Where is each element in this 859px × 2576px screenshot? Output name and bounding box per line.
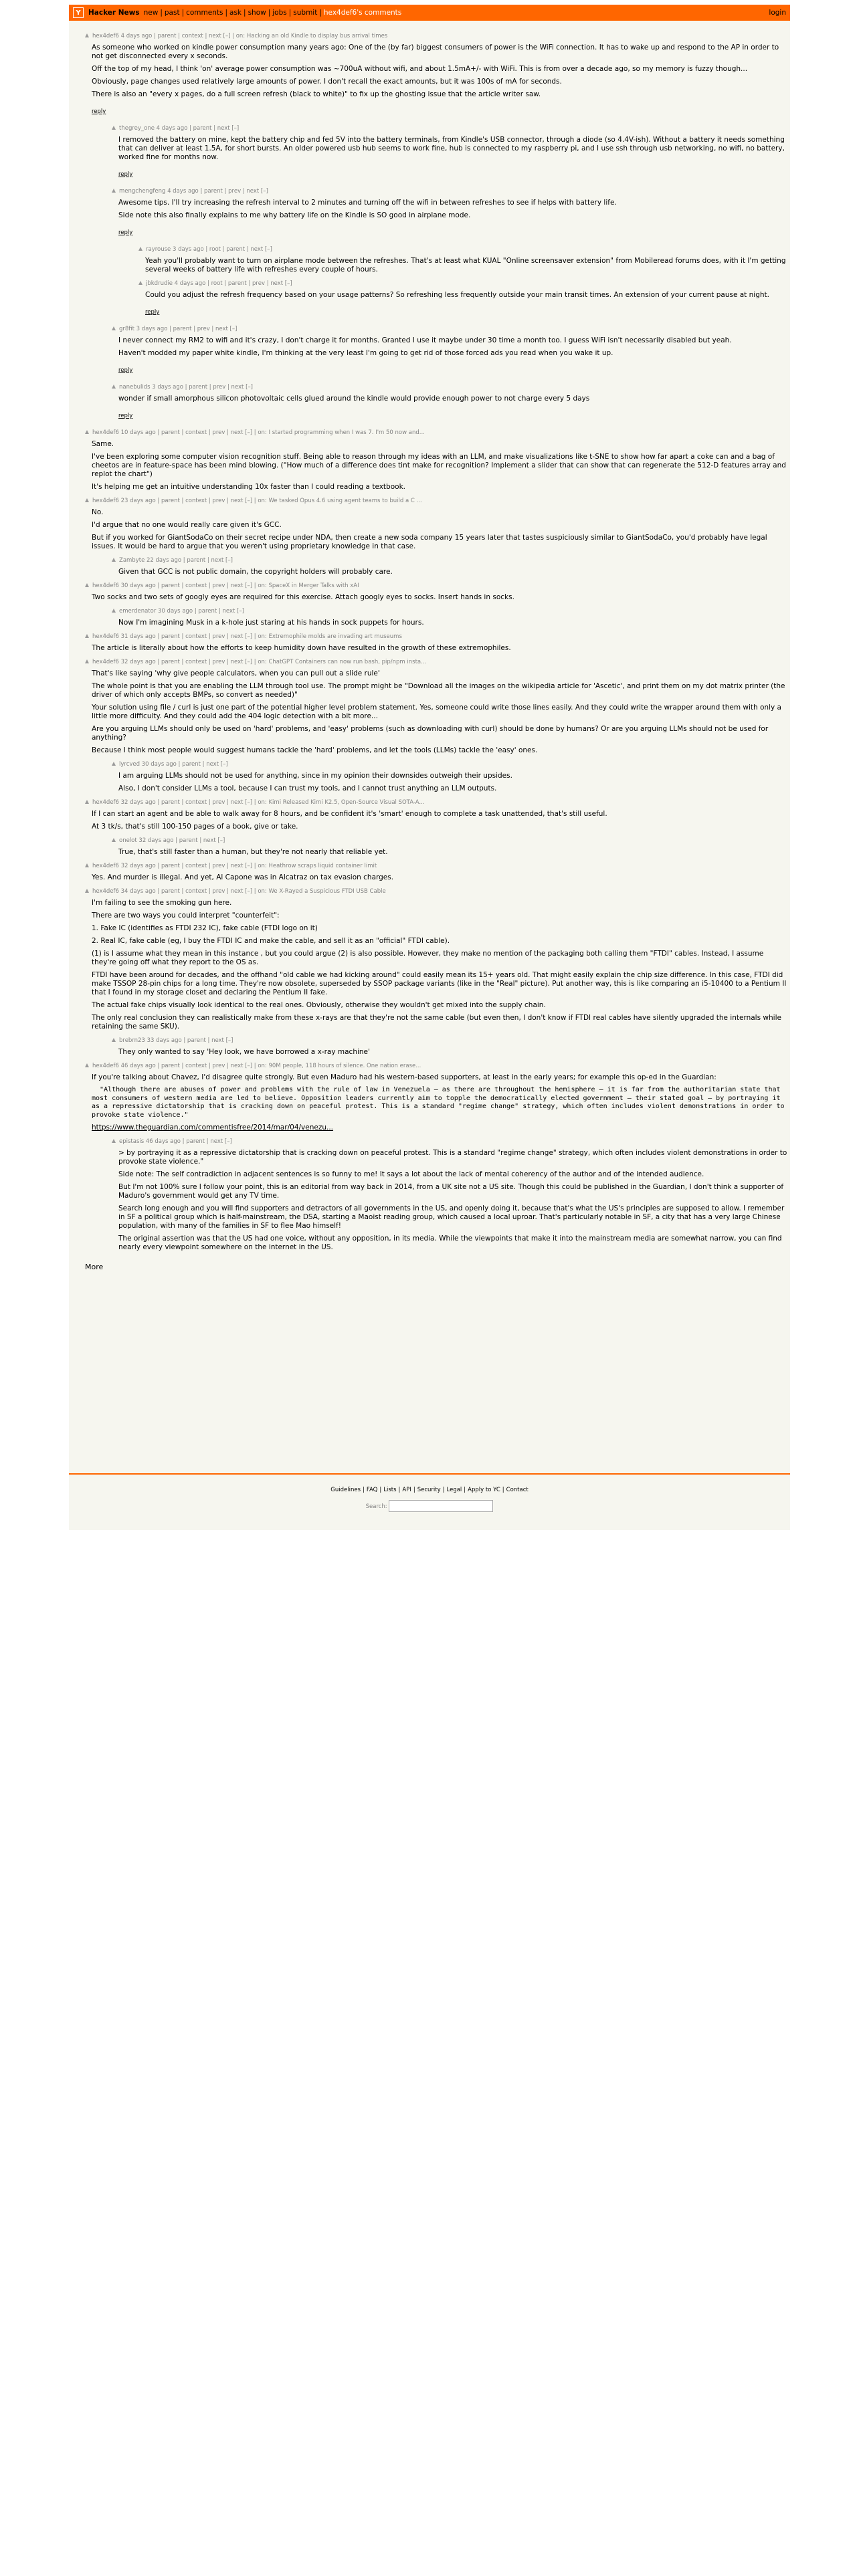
comment-paragraph: If you're talking about Chavez, I'd disagree quite strongly. But even Maduro had his western-based supporters, at least in the early years; for example this op-ed in the Guardian: bbox=[92, 1073, 717, 1081]
upvote-icon[interactable] bbox=[112, 609, 116, 613]
upvote-icon[interactable] bbox=[112, 838, 116, 842]
comment-paragraph: Awesome tips. I'll try increasing the refresh interval to 2 minutes and turning off the wifi in between refreshes to see if helps with battery life. bbox=[118, 199, 617, 207]
comment-paragraph: Because I think most people would suggest humans tackle the 'hard' problems, and let the tools (LLMs) tackle the 'easy' ones. bbox=[92, 746, 538, 754]
comment-body bbox=[118, 619, 790, 627]
comment-paragraph: Side note this also finally explains to me why battery life on the Kindle is SO good in airplane mode. bbox=[118, 211, 471, 219]
reply-link[interactable]: reply bbox=[118, 413, 133, 419]
comment bbox=[112, 326, 790, 378]
comment-meta[interactable]: hex4def6 32 days ago | parent | context | prev | next [–] | on: Kimi Released Kimi K2.5, Open-Source Visual SOTA-A... bbox=[92, 799, 425, 806]
comment-paragraph: Are you arguing LLMs should only be used on 'hard' problems, and 'easy' problems (such as downloading with curl) should be done by humans? Or are you arguing LLMs should not be used for anything? bbox=[92, 725, 769, 742]
comment-meta[interactable]: Zambyte 22 days ago | parent | next [–] bbox=[119, 557, 233, 564]
comment-body bbox=[118, 848, 790, 857]
comment-paragraph: As someone who worked on kindle power consumption many years ago: One of the (by far) biggest consumers of power is the WiFi connection. It has to wake up and respond to the AP in order to not get disconnected every x seconds. bbox=[92, 43, 779, 60]
comment-paragraph: There is also an "every x pages, do a full screen refresh (black to white)" to fix up the ghosting issue that the article writer saw. bbox=[92, 90, 541, 98]
comment-body bbox=[145, 291, 790, 320]
comment-body bbox=[118, 136, 790, 182]
comment-meta[interactable]: hex4def6 23 days ago | parent | context | prev | next [–] | on: We tasked Opus 4.6 using agent teams to build a C ... bbox=[92, 498, 422, 504]
comment-paragraph: Same. bbox=[92, 440, 114, 448]
comment-link[interactable]: https://www.theguardian.com/commentisfree/2014/mar/04/venezu... bbox=[92, 1123, 334, 1132]
comment-paragraph: Haven't modded my paper white kindle, I'm thinking at the very least I'm going to get rid of those forced ads you read when you wake it up. bbox=[118, 349, 613, 357]
comment-meta[interactable]: gr8fit 3 days ago | parent | prev | next [–] bbox=[119, 326, 237, 332]
comment-paragraph: I'm failing to see the smoking gun here. bbox=[92, 899, 232, 907]
nav-link-past[interactable]: past bbox=[164, 9, 180, 17]
comment-meta[interactable]: thegrey_one 4 days ago | parent | next [–] bbox=[119, 125, 240, 132]
nav-link-ask[interactable]: ask bbox=[229, 9, 242, 17]
comment-header bbox=[112, 384, 790, 391]
comment bbox=[85, 1063, 790, 1132]
comment-header bbox=[85, 582, 790, 590]
comment bbox=[85, 498, 790, 551]
comment-paragraph: No. bbox=[92, 508, 104, 516]
site-title[interactable]: Hacker News bbox=[88, 9, 140, 17]
comment-paragraph: Search long enough and you will find supporters and detractors of all governments in the US, and openly doing it, because that's what the US's principles are supposed to allow. I remember in SF a political group which is half-mainstream, the DSA, starting a Maoist reading group, which caused a local uproar. That's particularly notable in SF, a city that has a very large Chinese population, with many of the families in SF to flee Mao himself! bbox=[118, 1204, 785, 1230]
comment-meta[interactable]: rayrouse 3 days ago | root | parent | next [–] bbox=[146, 246, 272, 253]
comment-body bbox=[145, 257, 790, 274]
comment-meta[interactable]: epistasis 46 days ago | parent | next [–] bbox=[119, 1138, 232, 1145]
comment-paragraph: Could you adjust the refresh frequency based on your usage patterns? So refreshing less frequently outside your main transit times. An extension of your current pause at night. bbox=[145, 291, 769, 299]
comment-paragraph: (1) is I assume what they mean in this instance , but you could argue (2) is also possible. However, they make no mention of the packaging both calling them "FTDI" cables. Instead, I assume they're going off what they report to the OS as. bbox=[92, 950, 764, 966]
current-page-label: hex4def6's comments bbox=[323, 9, 402, 17]
comment-list bbox=[69, 21, 790, 1252]
comment-body bbox=[92, 440, 790, 492]
comment-paragraph: FTDI have been around for decades, and the offhand "old cable we had kicking around" could easily mean its 15+ years old. That might easily explain the chip size difference. In this case, FTDI did make TSSOP 28-pin chips for a long time. They're now obsolete, superseded by SSOP package variants (like in the "Real" picture). Put another way, this is like comparing an i5-10400 to a Pentium II that I found in my storage closet and declaring the Pentium II fake. bbox=[92, 971, 787, 996]
comment-paragraph: That's like saying 'why give people calculators, when you can pull out a slide rule' bbox=[92, 669, 380, 677]
more-link[interactable]: More bbox=[85, 1263, 104, 1271]
upvote-icon[interactable] bbox=[85, 1063, 89, 1067]
comment-meta[interactable]: brebrn23 33 days ago | parent | next [–] bbox=[119, 1037, 233, 1044]
comment bbox=[112, 837, 790, 857]
comment-meta[interactable]: onelot 32 days ago | parent | next [–] bbox=[119, 837, 225, 844]
comment-body bbox=[118, 1149, 790, 1252]
upvote-icon[interactable] bbox=[85, 889, 89, 893]
footer-link-legal[interactable]: Legal bbox=[446, 1487, 462, 1493]
comment-body bbox=[92, 43, 790, 119]
nav-link-comments[interactable]: comments bbox=[186, 9, 223, 17]
comment-paragraph: wonder if small amorphous silicon photovoltaic cells glued around the kindle would provide enough power to not charge every 5 days bbox=[118, 395, 590, 403]
search-label: Search: bbox=[365, 1503, 387, 1510]
comment bbox=[112, 1138, 790, 1252]
comment-header bbox=[85, 863, 790, 870]
upvote-icon[interactable] bbox=[85, 498, 89, 502]
comment-header bbox=[112, 837, 790, 845]
comment-meta[interactable]: hex4def6 31 days ago | parent | context | prev | next [–] | on: Extremophile molds are invading art museums bbox=[92, 633, 402, 640]
comment-paragraph: The actual fake chips visually look identical to the real ones. Obviously, otherwise they wouldn't get mixed into the supply chain. bbox=[92, 1001, 546, 1009]
reply-link[interactable]: reply bbox=[92, 108, 106, 115]
comment-meta[interactable]: nanebulids 3 days ago | parent | prev | next [–] bbox=[119, 384, 253, 391]
comment-paragraph: The original assertion was that the US had one voice, without any opposition, in its media. While the viewpoints that make it into the mainstream media are somewhat narrow, you can find nearly every viewpoint somewhere on the internet in the US. bbox=[118, 1235, 782, 1251]
comment-header bbox=[85, 429, 790, 437]
comment-paragraph: I've been exploring some computer vision recognition stuff. Being able to reason through my ideas with an LLM, and make visualizations like t-SNE to show how far apart a coke can and a bag of cheetos are in feature-space has been mind blowing. ("How much of a difference does tint make for recognition? Implement a slider that can show that can regenerate the 512-D features array and replot the chart") bbox=[92, 453, 786, 478]
comment-paragraph: I am arguing LLMs should not be used for anything, since in my opinion their downsides outweigh their upsides. bbox=[118, 772, 512, 780]
comment-header bbox=[85, 799, 790, 807]
comment bbox=[112, 557, 790, 576]
comment-paragraph: At 3 tk/s, that's still 100-150 pages of a book, give or take. bbox=[92, 823, 298, 831]
reply-link[interactable]: reply bbox=[118, 171, 133, 178]
comment-paragraph: Yes. And murder is illegal. And yet, Al Capone was in Alcatraz on tax evasion charges. bbox=[92, 873, 394, 881]
reply-link[interactable]: reply bbox=[118, 367, 133, 374]
reply-link[interactable]: reply bbox=[118, 229, 133, 236]
comment bbox=[138, 246, 790, 274]
nav-link-submit[interactable]: submit bbox=[293, 9, 318, 17]
comment-paragraph: Side note: The self contradiction in adjacent sentences is so funny to me! It says a lot about the lack of mental coherency of the author and of the intended audience. bbox=[118, 1170, 704, 1178]
comment bbox=[138, 280, 790, 320]
upvote-icon[interactable] bbox=[85, 800, 89, 804]
comment bbox=[85, 799, 790, 831]
comment-meta[interactable]: hex4def6 32 days ago | parent | context | prev | next [–] | on: ChatGPT Containers can now run bash, pip/npm insta... bbox=[92, 659, 427, 665]
comment-header bbox=[85, 633, 790, 641]
upvote-icon[interactable] bbox=[138, 247, 142, 251]
comment-header bbox=[85, 888, 790, 895]
comment-meta[interactable]: hex4def6 10 days ago | parent | context | prev | next [–] | on: I started programming when I was 7. I'm 50 now and... bbox=[92, 429, 425, 436]
comment bbox=[112, 761, 790, 793]
y-logo-icon[interactable]: Y bbox=[73, 7, 84, 18]
nav-link-jobs[interactable]: jobs bbox=[272, 9, 287, 17]
comment-paragraph: I'd argue that no one would really care given it's GCC. bbox=[92, 521, 282, 529]
login-link[interactable]: login bbox=[769, 9, 786, 17]
comment-header bbox=[112, 188, 790, 195]
upvote-icon[interactable] bbox=[85, 33, 89, 37]
comment-header bbox=[85, 33, 790, 40]
comment-paragraph: Yeah you'll probably want to turn on airplane mode between the refreshes. That's at least what KUAL "Online screensaver extension" from Mobileread forums does, with it I'm getting several weeks of battery life with refreshes every couple of hours. bbox=[145, 257, 786, 274]
comment-meta[interactable]: hex4def6 4 days ago | parent | context | next [–] | on: Hacking an old Kindle to display bus arrival times bbox=[92, 33, 388, 39]
comment-paragraph: If I can start an agent and be able to walk away for 8 hours, and be confident it's 'smart' enough to complete a task unattended, that's still useful. bbox=[92, 810, 607, 818]
comment-paragraph: Two socks and two sets of googly eyes are required for this exercise. Attach googly eyes to socks. Insert hands in socks. bbox=[92, 593, 514, 601]
comment-meta[interactable]: hex4def6 30 days ago | parent | context | prev | next [–] | on: SpaceX in Merger Talks with xAI bbox=[92, 582, 359, 589]
upvote-icon[interactable] bbox=[112, 385, 116, 389]
upvote-icon[interactable] bbox=[112, 126, 116, 130]
comment-paragraph: Your solution using file / curl is just one part of the potential higher level problem statement. Yes, someone could write those lines easily. And they could write the wrapper around them with only a little more difficulty. And they could add the 404 logic detection with a bit more... bbox=[92, 704, 781, 720]
page-container bbox=[69, 5, 790, 1530]
upvote-icon[interactable] bbox=[85, 659, 89, 663]
comment bbox=[112, 608, 790, 627]
top-bar: Y Hacker News new | past | comments | ask | show | jobs | submit | hex4def6's comments login bbox=[69, 5, 790, 21]
upvote-icon[interactable] bbox=[112, 1139, 116, 1143]
comment-header bbox=[112, 557, 790, 564]
comment-header bbox=[85, 1063, 790, 1070]
comment-paragraph: True, that's still faster than a human, but they're not nearly that reliable yet. bbox=[118, 848, 388, 856]
comment-header bbox=[112, 608, 790, 615]
comment-paragraph: 1. Fake IC (identifies as FTDI 232 IC), fake cable (FTDI logo on it) bbox=[92, 924, 318, 932]
comment-paragraph: The article is literally about how the efforts to keep humidity down have resulted in the growth of these extremophiles. bbox=[92, 644, 511, 652]
comment-meta[interactable]: emerdenator 30 days ago | parent | next [–] bbox=[119, 608, 244, 615]
comment-paragraph: I never connect my RM2 to wifi and it's crazy, I don't charge it for months. Granted I use it maybe under 30 time a month too. I guess WiFi isn't necessarily disabled but yeah. bbox=[118, 336, 732, 344]
comment-paragraph: They only wanted to say 'Hey look, we have borrowed a x-ray machine' bbox=[118, 1048, 370, 1056]
comment bbox=[112, 384, 790, 423]
comment-body bbox=[118, 336, 790, 378]
comment-body bbox=[92, 810, 790, 831]
comment bbox=[112, 188, 790, 240]
comment-body bbox=[92, 1073, 790, 1132]
comment bbox=[85, 863, 790, 882]
comment-body bbox=[118, 395, 790, 423]
upvote-icon[interactable] bbox=[85, 634, 89, 638]
comment-paragraph: 2. Real IC, fake cable (eg, I buy the FTDI IC and make the cable, and sell it as an "official" FTDI cable). bbox=[92, 937, 450, 945]
comment-header bbox=[112, 761, 790, 768]
comment-body bbox=[92, 873, 790, 882]
upvote-icon[interactable] bbox=[138, 281, 142, 285]
comment-paragraph: The whole point is that you are enabling the LLM through tool use. The prompt might be "Download all the images on the wikipedia article for 'Ascetic', and print them on my dot matrix printer (the driver of which only accepts BMPs, so convert as needed)" bbox=[92, 682, 785, 699]
nav-links: new | past | comments | ask | show | jobs | submit bbox=[143, 9, 318, 17]
comment-body bbox=[92, 593, 790, 602]
comment-header bbox=[112, 326, 790, 333]
footer-link-apply-to-yc[interactable]: Apply to YC bbox=[468, 1487, 500, 1493]
comment-meta[interactable]: hex4def6 46 days ago | parent | context | prev | next [–] | on: 90M people, 118 hours of silence. One nation erase... bbox=[92, 1063, 421, 1069]
footer-link-api[interactable]: API bbox=[402, 1487, 411, 1493]
comment-quote: "Although there are abuses of power and problems with the rule of law in Venezuela — as there are throughout the hemisphere — it is far from the authoritarian state that most consumers of western media are led to believe. Opposition leaders currently aim to topple the democratically elected government — their stated goal — by portraying it as a repressive dictatorship that is cracking down on peaceful protest. This is a standard "regime change" strategy, which often includes violent demonstrations in order to provoke state violence." bbox=[92, 1086, 789, 1119]
comment-meta[interactable]: lyrcved 30 days ago | parent | next [–] bbox=[119, 761, 228, 768]
comment-body bbox=[118, 1048, 790, 1057]
upvote-icon[interactable] bbox=[112, 558, 116, 562]
comment bbox=[112, 125, 790, 182]
footer-links: Guidelines | FAQ | Lists | API | Security | Legal | Apply to YC | Contact bbox=[330, 1487, 529, 1493]
comment-header bbox=[112, 1037, 790, 1045]
footer-link-lists[interactable]: Lists bbox=[383, 1487, 397, 1493]
upvote-icon[interactable] bbox=[112, 326, 116, 330]
comment bbox=[85, 429, 790, 492]
upvote-icon[interactable] bbox=[85, 863, 89, 867]
comment bbox=[112, 1037, 790, 1057]
footer-link-faq[interactable]: FAQ bbox=[366, 1487, 378, 1493]
reply-link[interactable]: reply bbox=[145, 309, 160, 316]
upvote-icon[interactable] bbox=[112, 1038, 116, 1042]
footer-search bbox=[69, 1500, 790, 1512]
comment-meta[interactable]: hex4def6 32 days ago | parent | context | prev | next [–] | on: Heathrow scraps liquid container limit bbox=[92, 863, 377, 869]
comment-meta[interactable]: mengchengfeng 4 days ago | parent | prev | next [–] bbox=[119, 188, 268, 195]
footer-link-security[interactable]: Security bbox=[417, 1487, 441, 1493]
comment-paragraph: Now I'm imagining Musk in a k-hole just staring at his hands in sock puppets for hours. bbox=[118, 619, 424, 627]
comment-meta[interactable]: jbkdrudie 4 days ago | root | parent | prev | next [–] bbox=[146, 280, 292, 287]
comment bbox=[85, 582, 790, 602]
comment-paragraph: But if you worked for GiantSodaCo on their secret recipe under NDA, then create a new soda company 15 years later that tastes suspiciously similar to GiantSodaCo, you'd probably have legal issues. It would be hard to argue that you weren't using proprietary knowledge in that case. bbox=[92, 534, 767, 550]
comment-paragraph: > by portraying it as a repressive dictatorship that is cracking down on peaceful protest. This is a standard "regime change" strategy, which often includes violent demonstrations in order to provoke state violence." bbox=[118, 1149, 787, 1166]
comment-meta[interactable]: hex4def6 34 days ago | parent | context | prev | next [–] | on: We X-Rayed a Suspicious FTDI USB Cable bbox=[92, 888, 386, 895]
comment-body bbox=[92, 669, 790, 755]
upvote-icon[interactable] bbox=[112, 762, 116, 766]
comment-paragraph: But I'm not 100% sure I follow your point, this is an editorial from way back in 2014, from a UK site not a US site. Though this could be published in the Guardian, I don't think a supporter of Maduro's government would get any TV time. bbox=[118, 1183, 784, 1200]
comment-paragraph: The only real conclusion they can realistically make from these x-rays are that they're not the same cable (but even then, I don't know if FTDI real cables have silently upgraded the internals while retaining the same SKU). bbox=[92, 1014, 781, 1031]
upvote-icon[interactable] bbox=[85, 583, 89, 587]
footer bbox=[69, 1473, 790, 1530]
nav-link-show[interactable]: show bbox=[248, 9, 266, 17]
comment bbox=[85, 888, 790, 1031]
comment-body bbox=[118, 568, 790, 576]
comment bbox=[85, 633, 790, 653]
comment-header bbox=[138, 280, 790, 288]
comment-paragraph: Given that GCC is not public domain, the copyright holders will probably care. bbox=[118, 568, 393, 576]
upvote-icon[interactable] bbox=[85, 430, 89, 434]
nav-link-new[interactable]: new bbox=[143, 9, 159, 17]
footer-link-guidelines[interactable]: Guidelines bbox=[330, 1487, 361, 1493]
comment-body bbox=[118, 772, 790, 793]
comment-header bbox=[138, 246, 790, 253]
comment bbox=[85, 33, 790, 119]
comment-body bbox=[92, 508, 790, 551]
comment-paragraph: Also, I don't consider LLMs a tool, because I can trust my tools, and I cannot trust anything an LLM outputs. bbox=[118, 784, 497, 792]
comment-paragraph: There are two ways you could interpret "counterfeit": bbox=[92, 911, 280, 920]
search-input[interactable] bbox=[389, 1500, 493, 1512]
comment-body bbox=[92, 899, 790, 1031]
comment-body bbox=[118, 199, 790, 240]
comment-header bbox=[85, 498, 790, 505]
comment bbox=[85, 659, 790, 755]
upvote-icon[interactable] bbox=[112, 189, 116, 193]
comment-paragraph: Off the top of my head, I think 'on' average power consumption was ~700uA without wifi, and about 1.5mA+/- with WiFi. This is from over a decade ago, so my memory is fuzzy though... bbox=[92, 65, 748, 73]
footer-link-contact[interactable]: Contact bbox=[506, 1487, 529, 1493]
comment-paragraph: It's helping me get an intuitive understanding 10x faster than I could reading a textbook. bbox=[92, 483, 405, 491]
comment-header bbox=[112, 1138, 790, 1146]
comment-header bbox=[85, 659, 790, 666]
comment-header bbox=[112, 125, 790, 132]
comment-body bbox=[92, 644, 790, 653]
comment-paragraph: I removed the battery on mine, kept the battery chip and fed 5V into the battery terminals, from Kindle's USB connector, through a diode (so 4.4V-ish). Without a battery it needs something that can deliver at least 1.5A, for short bursts. An older powered usb hub seems to work fine, hub is connected to my raspberry pi, and I use ssh through usb networking, no wifi, no battery, worked fine for months now. bbox=[118, 136, 785, 161]
comment-paragraph: Obviously, page changes used relatively large amounts of power. I don't recall the exact amounts, but it was 100s of mA for seconds. bbox=[92, 78, 562, 86]
